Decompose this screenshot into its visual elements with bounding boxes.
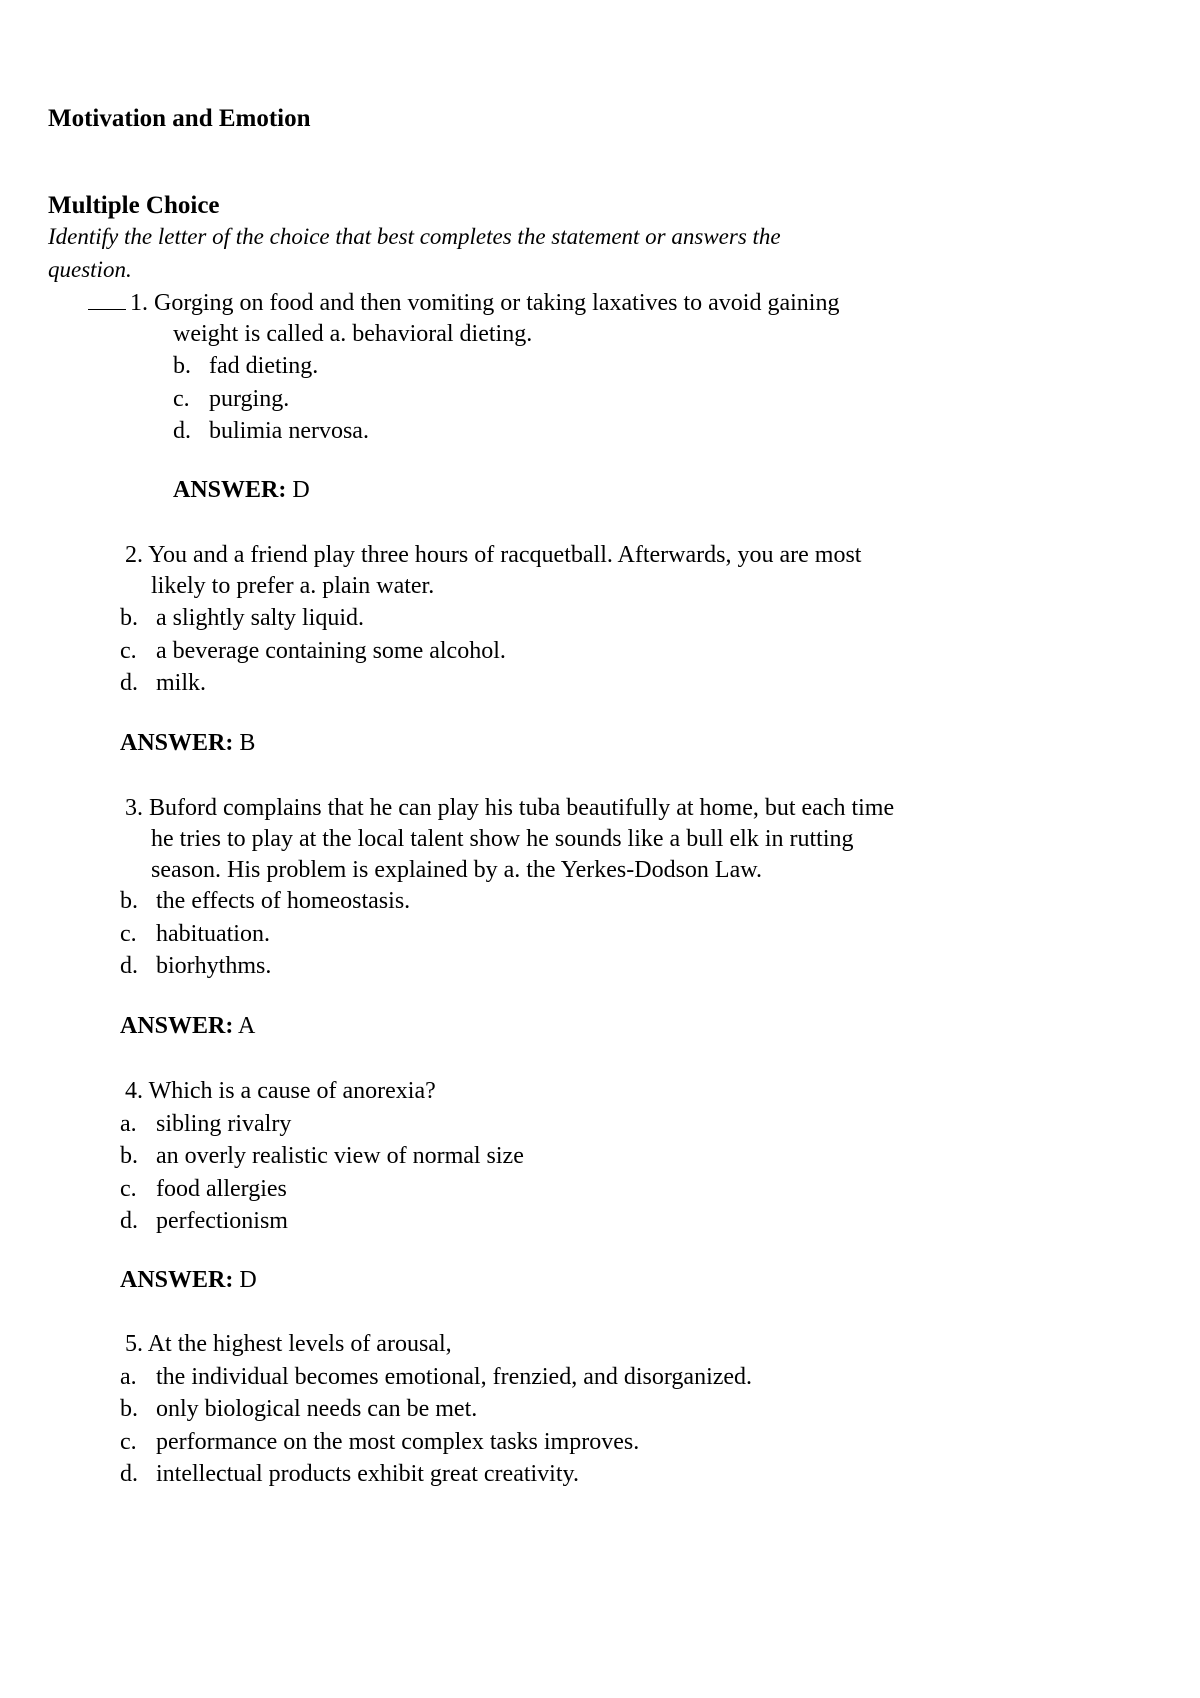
choice-letter: b. — [120, 605, 138, 631]
choice-c — [173, 384, 289, 414]
choice-text: habituation. — [156, 921, 270, 947]
choice-text: the individual becomes emotional, frenzied, and disorganized. — [156, 1364, 753, 1390]
question-stem: Buford complains that he can play his tuba beautifully at home, but each time — [149, 795, 895, 821]
question-number: 1. — [130, 290, 148, 316]
answer-value: B — [239, 730, 256, 756]
choice-c — [120, 1427, 639, 1457]
question-stem: At the highest levels of arousal, — [147, 1331, 452, 1357]
answer-value: A — [238, 1013, 256, 1039]
question-3-line-2: he tries to play at the local talent show he sounds like a bull elk in rutting — [151, 826, 854, 852]
choice-c — [120, 1174, 287, 1204]
question-1-line-1 — [88, 288, 839, 318]
answer-blank[interactable] — [88, 289, 126, 310]
choice-b — [120, 1141, 524, 1171]
choice-text: food allergies — [156, 1176, 287, 1202]
choice-text: bulimia nervosa. — [209, 418, 369, 444]
choice-a — [120, 1109, 291, 1139]
choice-letter: a. — [120, 1111, 137, 1137]
answer-label: ANSWER: — [120, 1267, 234, 1293]
answer-line-1 — [173, 475, 310, 505]
choice-text: a beverage containing some alcohol. — [156, 638, 506, 664]
question-number: 3. — [125, 795, 143, 821]
question-2-line-1 — [125, 540, 861, 570]
question-stem: Which is a cause of anorexia? — [148, 1078, 436, 1104]
choice-letter: b. — [173, 353, 191, 379]
choice-text: purging. — [209, 386, 290, 412]
choice-text: sibling rivalry — [156, 1111, 292, 1137]
choice-letter: c. — [120, 1176, 137, 1202]
choice-letter: b. — [120, 1143, 138, 1169]
choice-a — [120, 1362, 752, 1392]
question-1-line-2: weight is called a. behavioral dieting. — [173, 321, 533, 347]
question-number: 4. — [125, 1078, 143, 1104]
choice-b — [120, 1394, 477, 1424]
choice-text: an overly realistic view of normal size — [156, 1143, 524, 1169]
instructions-line-1: Identify the letter of the choice that best completes the statement or answers the — [48, 224, 781, 249]
question-2-line-2: likely to prefer a. plain water. — [151, 573, 435, 599]
choice-b — [173, 351, 318, 381]
choice-text: perfectionism — [156, 1208, 288, 1234]
choice-letter: d. — [120, 953, 138, 979]
choice-letter: d. — [173, 418, 191, 444]
choice-letter: d. — [120, 670, 138, 696]
choice-text: the effects of homeostasis. — [156, 888, 411, 914]
choice-text: only biological needs can be met. — [156, 1396, 478, 1422]
choice-text: biorhythms. — [156, 953, 272, 979]
choice-letter: b. — [120, 888, 138, 914]
choice-letter: c. — [120, 638, 137, 664]
answer-value: D — [239, 1267, 257, 1293]
choice-text: fad dieting. — [209, 353, 319, 379]
question-4-line-1 — [125, 1076, 436, 1106]
question-number: 2. — [125, 542, 143, 568]
choice-d — [120, 1459, 579, 1489]
choice-letter: b. — [120, 1396, 138, 1422]
page-title: Motivation and Emotion — [48, 105, 311, 132]
answer-value: D — [292, 477, 310, 503]
question-3-line-3: season. His problem is explained by a. the Yerkes-Dodson Law. — [151, 857, 763, 883]
choice-letter: c. — [173, 386, 190, 412]
answer-line-3 — [120, 1011, 255, 1041]
instructions-line-2: question. — [48, 257, 132, 282]
choice-letter: c. — [120, 921, 137, 947]
answer-line-2 — [120, 728, 255, 758]
choice-text: intellectual products exhibit great creativity. — [156, 1461, 579, 1487]
choice-letter: a. — [120, 1364, 137, 1390]
question-number: 5. — [125, 1331, 143, 1357]
choice-letter: c. — [120, 1429, 137, 1455]
answer-line-4 — [120, 1265, 257, 1295]
question-3-line-1 — [125, 793, 894, 823]
question-5-line-1 — [125, 1329, 452, 1359]
choice-text: a slightly salty liquid. — [156, 605, 364, 631]
choice-d — [120, 1206, 288, 1236]
question-stem: You and a friend play three hours of racquetball. Afterwards, you are most — [148, 542, 862, 568]
choice-text: milk. — [156, 670, 207, 696]
answer-label: ANSWER: — [120, 1013, 234, 1039]
choice-letter: d. — [120, 1208, 138, 1234]
choice-c — [120, 919, 270, 949]
question-stem: Gorging on food and then vomiting or taking laxatives to avoid gaining — [154, 290, 840, 316]
choice-c — [120, 636, 506, 666]
choice-d — [120, 668, 206, 698]
answer-label: ANSWER: — [120, 730, 234, 756]
section-title: Multiple Choice — [48, 192, 220, 219]
choice-d — [173, 416, 369, 446]
choice-letter: d. — [120, 1461, 138, 1487]
choice-d — [120, 951, 271, 981]
answer-label: ANSWER: — [173, 477, 287, 503]
choice-text: performance on the most complex tasks improves. — [156, 1429, 640, 1455]
choice-b — [120, 603, 364, 633]
choice-b — [120, 886, 410, 916]
